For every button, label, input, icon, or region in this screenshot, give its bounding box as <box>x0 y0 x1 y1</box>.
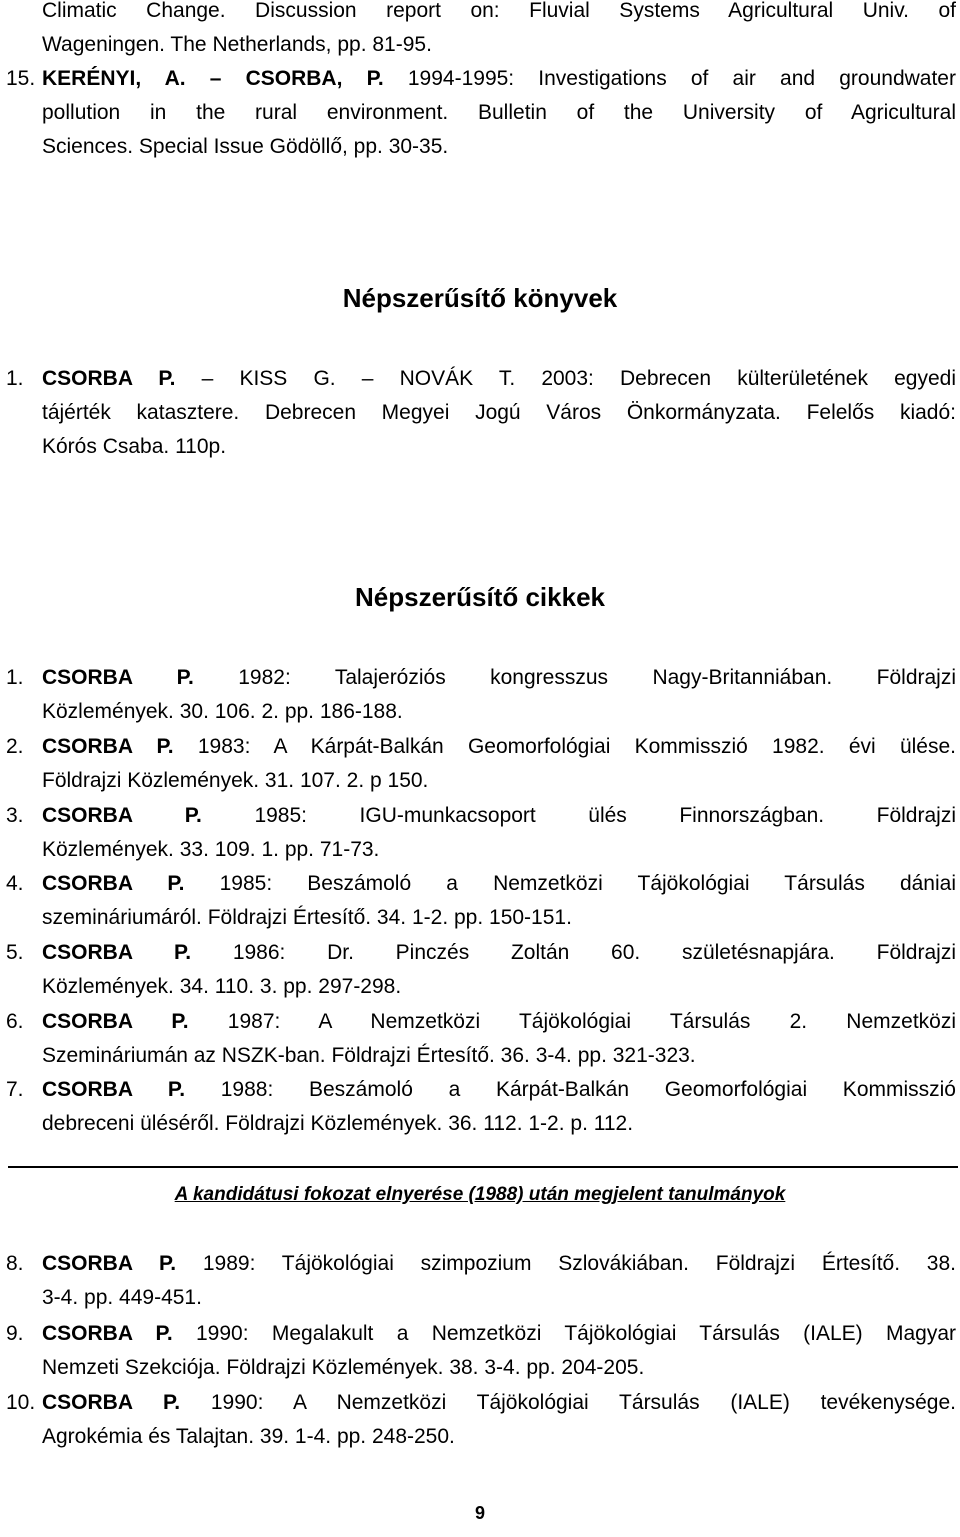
reference-number: 2. <box>6 735 24 758</box>
reference-author: KERÉNYI, A. – CSORBA, P. <box>42 67 384 90</box>
reference-line: 1986: Dr. Pinczés Zoltán 60. születésnapjára. Földrajzi <box>191 941 956 964</box>
reference-line: tájérték katasztere. Debrecen Megyei Jogú Város Önkormányzata. Felelős kiadó: <box>42 401 956 424</box>
reference-line: Szemináriumán az NSZK-ban. Földrajzi Értesítő. 36. 3-4. pp. 321-323. <box>42 1044 696 1067</box>
reference-line: 1982: Talajeróziós kongresszus Nagy-Britanniában. Földrajzi <box>193 666 956 689</box>
reference-item <box>0 62 960 164</box>
reference-item <box>0 362 960 464</box>
reference-line: Közlemények. 33. 109. 1. pp. 71-73. <box>42 838 380 861</box>
reference-item <box>0 0 960 62</box>
reference-line: Nemzeti Szekciója. Földrajzi Közlemények. 38. 3-4. pp. 204-205. <box>42 1356 645 1379</box>
reference-line: szemináriumáról. Földrajzi Értesítő. 34. 1-2. pp. 150-151. <box>42 906 572 929</box>
reference-line: Wageningen. The Netherlands, pp. 81-95. <box>42 33 432 56</box>
reference-line: 1983: A Kárpát-Balkán Geomorfológiai Kommisszió 1982. évi ülése. <box>173 735 957 758</box>
reference-item <box>0 1073 960 1141</box>
reference-author: CSORBA P. <box>42 1391 181 1414</box>
reference-number: 1. <box>6 367 24 390</box>
reference-line: 1988: Beszámoló a Kárpát-Balkán Geomorfológiai Kommisszió <box>185 1078 956 1101</box>
section-heading: Népszerűsítő cikkek <box>354 582 605 612</box>
reference-author: CSORBA P. <box>42 1322 173 1345</box>
reference-line: 3-4. pp. 449-451. <box>42 1286 202 1309</box>
reference-line: Sciences. Special Issue Gödöllő, pp. 30-35. <box>42 135 449 158</box>
reference-line: 1989: Tájökológiai szimpozium Szlovákiában. Földrajzi Értesítő. 38. <box>176 1252 956 1275</box>
reference-item <box>0 1005 960 1073</box>
reference-item <box>0 1386 960 1454</box>
reference-item <box>0 936 960 1004</box>
reference-line: Közlemények. 30. 106. 2. pp. 186-188. <box>42 700 403 723</box>
reference-item <box>0 661 960 729</box>
reference-line: 1990: Megalakult a Nemzetközi Tájökológiai Társulás (IALE) Magyar <box>172 1322 956 1345</box>
reference-number: 3. <box>6 804 24 827</box>
reference-number: 5. <box>6 941 24 964</box>
reference-number: 6. <box>6 1010 24 1033</box>
section-subheading: A kandidátusi fokozat elnyerése (1988) után megjelent tanulmányok <box>174 1184 786 1205</box>
reference-author: CSORBA P. <box>42 804 202 827</box>
reference-line: 1985: Beszámoló a Nemzetközi Tájökológiai Társulás dániai <box>184 872 956 895</box>
reference-number: 4. <box>6 872 24 895</box>
reference-line: pollution in the rural environment. Bulletin of the University of Agricultural <box>42 101 956 124</box>
reference-item <box>0 799 960 867</box>
reference-number: 7. <box>6 1078 24 1101</box>
reference-item <box>0 1247 960 1315</box>
reference-line: Climatic Change. Discussion report on: Fluvial Systems Agricultural Univ. of <box>42 0 956 22</box>
reference-item <box>0 1317 960 1385</box>
reference-number: 10. <box>6 1391 36 1414</box>
reference-author: CSORBA P. <box>42 367 176 390</box>
reference-number: 9. <box>6 1322 24 1345</box>
reference-line: 1985: IGU-munkacsoport ülés Finnországban. Földrajzi <box>201 804 956 827</box>
reference-number: 1. <box>6 666 24 689</box>
reference-line: 1990: A Nemzetközi Tájökológiai Társulás (IALE) tevékenysége. <box>180 1391 956 1414</box>
reference-line: Agrokémia és Talajtan. 39. 1-4. pp. 248-250. <box>42 1425 455 1448</box>
reference-number: 8. <box>6 1252 24 1275</box>
section-divider <box>8 1166 958 1168</box>
reference-author: CSORBA P. <box>42 1010 189 1033</box>
reference-author: CSORBA P. <box>42 666 194 689</box>
reference-author: CSORBA P. <box>42 941 192 964</box>
reference-author: CSORBA P. <box>42 872 185 895</box>
reference-line: – KISS G. – NOVÁK T. 2003: Debrecen külterületének egyedi <box>175 367 956 390</box>
reference-line: Közlemények. 34. 110. 3. pp. 297-298. <box>42 975 402 998</box>
reference-line: 1987: A Nemzetközi Tájökológiai Társulás 2. Nemzetközi <box>188 1010 956 1033</box>
section-heading: Népszerűsítő könyvek <box>342 283 618 313</box>
reference-line: Földrajzi Közlemények. 31. 107. 2. p 150. <box>42 769 429 792</box>
reference-author: CSORBA P. <box>42 1078 186 1101</box>
page-number: 9 <box>474 1503 485 1523</box>
reference-number: 15. <box>6 67 36 90</box>
reference-line: Kórós Csaba. 110p. <box>42 435 227 458</box>
reference-line: 1994-1995: Investigations of air and groundwater <box>407 67 956 90</box>
reference-line: debreceni üléséről. Földrajzi Közlemények. 36. 112. 1-2. p. 112. <box>42 1112 634 1135</box>
reference-author: CSORBA P. <box>42 1252 177 1275</box>
reference-item <box>0 867 960 935</box>
reference-author: CSORBA P. <box>42 735 174 758</box>
reference-item <box>0 730 960 798</box>
